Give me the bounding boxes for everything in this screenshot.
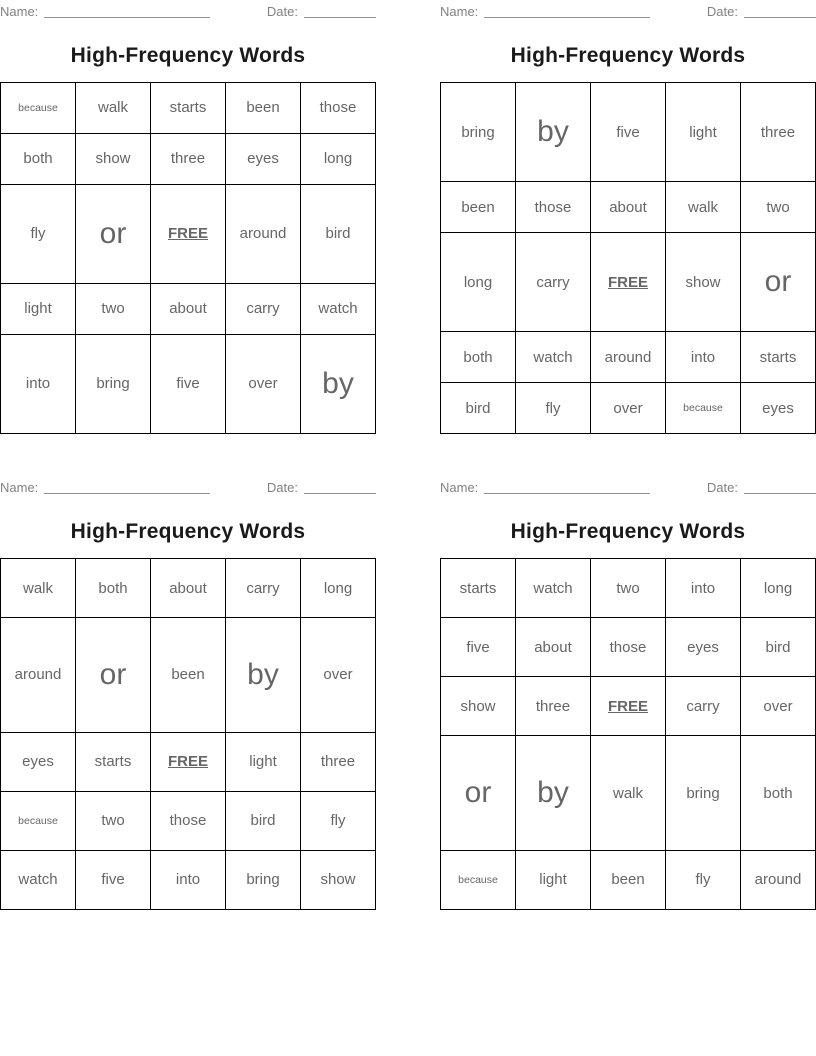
bingo-row [441,383,816,434]
bingo-cell: watch [516,559,591,618]
name-blank-line [44,4,210,18]
bingo-cell: by [516,736,591,851]
bingo-cell: around [591,332,666,383]
bingo-cell: been [226,83,301,134]
bingo-cell: two [591,559,666,618]
bingo-cell: fly [301,791,376,850]
bingo-cell: into [666,559,741,618]
name-label: Name: [440,4,479,19]
bingo-cell: about [151,559,226,618]
bingo-cell: fly [666,850,741,909]
bingo-cell: around [1,618,76,733]
bingo-cell: about [151,283,226,334]
bingo-cell: walk [1,559,76,618]
bingo-cell: light [1,283,76,334]
bingo-cell: bring [76,334,151,433]
free-cell: FREE [151,732,226,791]
bingo-cell: walk [76,83,151,134]
bingo-row [441,677,816,736]
bingo-cell: three [516,677,591,736]
date-blank-line [304,480,376,494]
bingo-cell: into [151,850,226,909]
free-cell: FREE [151,184,226,283]
bingo-cell: eyes [741,383,816,434]
bingo-cell: both [441,332,516,383]
bingo-cell: both [76,559,151,618]
date-label: Date: [266,4,298,19]
date-blank-line [744,4,816,18]
bingo-cell: starts [441,559,516,618]
bingo-row [1,283,376,334]
bingo-cell: bring [441,83,516,182]
bingo-card [440,480,816,910]
bingo-cell: watch [301,283,376,334]
bingo-row [441,233,816,332]
name-blank-line [484,480,650,494]
bingo-row [441,559,816,618]
bingo-grid [0,82,376,434]
bingo-row [1,559,376,618]
bingo-cell: show [301,850,376,909]
bingo-cell: been [441,182,516,233]
bingo-row [1,618,376,733]
date-label: Date: [706,4,738,19]
bingo-cell: show [666,233,741,332]
bingo-cell: light [516,850,591,909]
card-header [440,4,816,20]
bingo-row [441,332,816,383]
bingo-cell: eyes [226,133,301,184]
bingo-row [441,83,816,182]
bingo-cell: about [591,182,666,233]
bingo-cell: eyes [1,732,76,791]
bingo-cell: long [441,233,516,332]
free-cell: FREE [591,677,666,736]
card-title: High-Frequency Words [510,520,746,543]
bingo-cell: over [591,383,666,434]
bingo-cell: bird [741,618,816,677]
bingo-cell: over [301,618,376,733]
bingo-cell: three [301,732,376,791]
bingo-cell: carry [226,559,301,618]
bingo-cell: bring [666,736,741,851]
bingo-cell: walk [591,736,666,851]
date-label: Date: [266,480,298,495]
bingo-cell: been [591,850,666,909]
bingo-cell: walk [666,182,741,233]
name-label: Name: [0,4,39,19]
bingo-grid [440,558,816,910]
bingo-row [441,736,816,851]
bingo-row [1,791,376,850]
bingo-cell: starts [741,332,816,383]
card-header [440,480,816,496]
bingo-cell: into [666,332,741,383]
bingo-cell: been [151,618,226,733]
bingo-cell: two [76,791,151,850]
bingo-cell: because [1,791,76,850]
bingo-cell: five [151,334,226,433]
bingo-cell: bird [226,791,301,850]
bingo-row [1,334,376,433]
bingo-cell: fly [516,383,591,434]
bingo-cell: starts [151,83,226,134]
bingo-cell: both [1,133,76,184]
bingo-cell: fly [1,184,76,283]
bingo-cell: by [301,334,376,433]
date-label: Date: [706,480,738,495]
bingo-cell: three [151,133,226,184]
bingo-cell: around [741,850,816,909]
bingo-cell: or [441,736,516,851]
name-blank-line [44,480,210,494]
bingo-card [440,4,816,434]
bingo-cell: bird [301,184,376,283]
bingo-cell: because [1,83,76,134]
card-title: High-Frequency Words [510,44,746,67]
bingo-cell: long [301,559,376,618]
bingo-row [441,182,816,233]
bingo-cell: those [591,618,666,677]
bingo-cell: show [441,677,516,736]
bingo-cell: three [741,83,816,182]
bingo-cell: over [741,677,816,736]
card-title: High-Frequency Words [70,520,306,543]
bingo-row [1,83,376,134]
bingo-cell: or [76,184,151,283]
bingo-cell: about [516,618,591,677]
bingo-cell: those [516,182,591,233]
bingo-row [1,732,376,791]
card-header [0,480,376,496]
bingo-cell: five [591,83,666,182]
bingo-cell: long [741,559,816,618]
name-blank-line [484,4,650,18]
bingo-cell: because [666,383,741,434]
bingo-row [1,133,376,184]
bingo-grid [440,82,816,434]
bingo-cell: over [226,334,301,433]
bingo-cell: bird [441,383,516,434]
bingo-row [441,850,816,909]
bingo-cell: carry [226,283,301,334]
bingo-cell: watch [1,850,76,909]
bingo-cell: bring [226,850,301,909]
bingo-card [0,4,376,434]
bingo-cell: two [741,182,816,233]
name-label: Name: [440,480,479,495]
bingo-cell: starts [76,732,151,791]
bingo-cell: carry [516,233,591,332]
bingo-cell: both [741,736,816,851]
bingo-cell: eyes [666,618,741,677]
bingo-cell: long [301,133,376,184]
date-blank-line [744,480,816,494]
bingo-row [441,618,816,677]
bingo-cell: those [301,83,376,134]
bingo-grid [0,558,376,910]
card-header [0,4,376,20]
bingo-cell: light [226,732,301,791]
bingo-cell: into [1,334,76,433]
bingo-card [0,480,376,910]
bingo-cell: by [516,83,591,182]
bingo-cell: or [76,618,151,733]
bingo-cell: five [76,850,151,909]
date-blank-line [304,4,376,18]
bingo-cell: those [151,791,226,850]
bingo-row [1,850,376,909]
free-cell: FREE [591,233,666,332]
bingo-cell: light [666,83,741,182]
bingo-cell: carry [666,677,741,736]
bingo-cell: five [441,618,516,677]
bingo-cell: around [226,184,301,283]
name-label: Name: [0,480,39,495]
card-title: High-Frequency Words [70,44,306,67]
bingo-cell: show [76,133,151,184]
bingo-cell: two [76,283,151,334]
bingo-row [1,184,376,283]
bingo-cell: by [226,618,301,733]
bingo-cell: because [441,850,516,909]
bingo-cell: watch [516,332,591,383]
bingo-cell: or [741,233,816,332]
